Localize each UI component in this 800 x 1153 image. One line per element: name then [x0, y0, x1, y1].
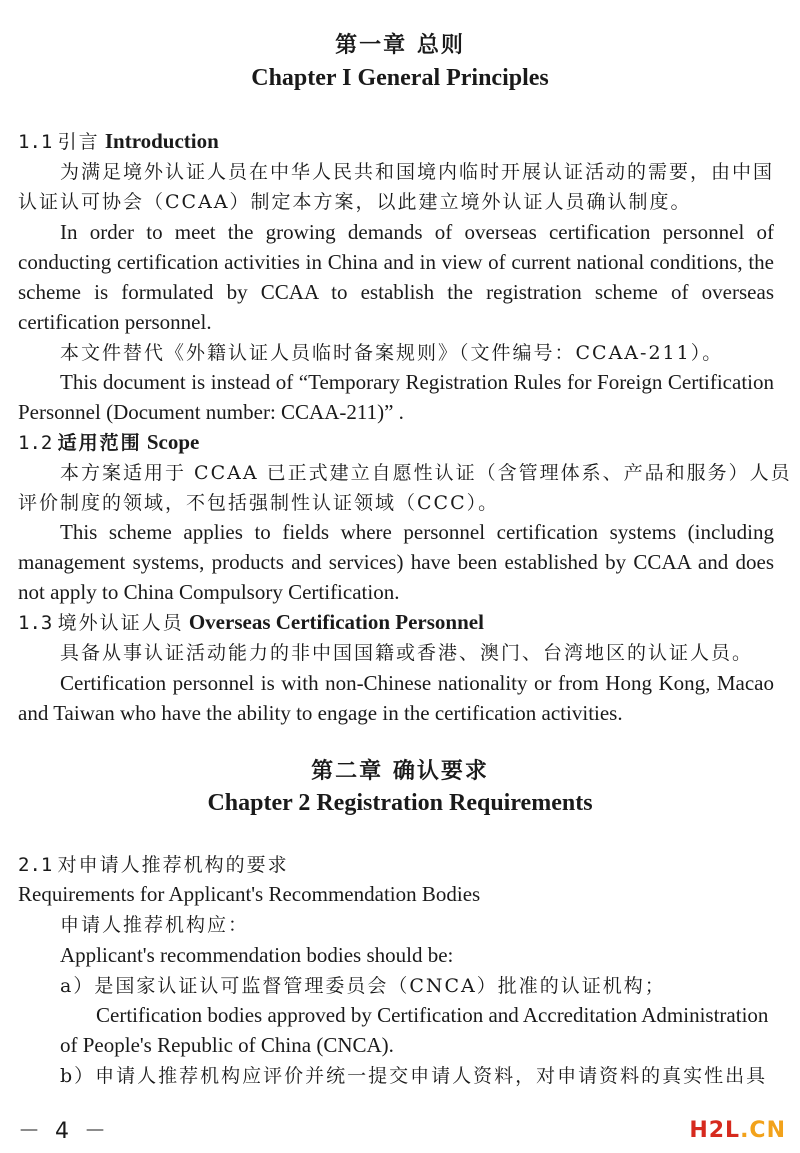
paragraph-en: Personnel (Document number: CCAA-211)” .: [18, 400, 404, 424]
paragraph-en: not apply to China Compulsory Certification.: [18, 580, 400, 604]
list-item-b: [60, 1061, 767, 1090]
paragraph-cn: 具备从事认证活动能力的非中国国籍或香港、澳门、台湾地区的认证人员。: [60, 642, 754, 664]
paragraph-en: of People's Republic of China (CNCA).: [60, 1033, 394, 1057]
list-label: b）: [60, 1065, 96, 1087]
paragraph-cn: 本文件替代《外籍认证人员临时备案规则》（文件编号：CCAA-211）。: [60, 342, 724, 364]
section-title-cn: 境外认证人员: [57, 612, 184, 634]
section-2-1-heading: [18, 850, 289, 879]
section-1-3-heading: [18, 608, 484, 637]
chapter1-title-cn: 第一章 总则: [335, 33, 465, 58]
list-text-cn: 是国家认证认可监督管理委员会（CNCA）批准的认证机构；: [94, 975, 666, 997]
section-1-1-heading: [18, 127, 219, 156]
paragraph-en: In order to meet the growing demands of overseas certification personnel of: [60, 220, 774, 244]
paragraph-en: and Taiwan who have the ability to engage in the certification activities.: [18, 701, 623, 725]
section-title-en: Introduction: [104, 129, 219, 153]
section-title-en: Overseas Certification Personnel: [188, 610, 484, 634]
list-item-a: [60, 971, 666, 1000]
watermark-part: H2L: [689, 1118, 741, 1143]
paragraph-en: certification personnel.: [18, 310, 212, 334]
section-title-cn: 适用范围: [57, 432, 142, 454]
paragraph-cn: 为满足境外认证人员在中华人民共和国境内临时开展认证活动的需要，由中国: [60, 161, 775, 183]
paragraph-en: Certification personnel is with non-Chinese nationality or from Hong Kong, Macao: [60, 671, 774, 695]
paragraph-en: Applicant's recommendation bodies should be:: [60, 943, 454, 967]
section-number: 1.2: [18, 432, 53, 454]
paragraph-cn: 申请人推荐机构应：: [60, 914, 250, 936]
paragraph-en: Certification bodies approved by Certification and Accreditation Administration: [96, 1003, 769, 1027]
page-number: － 4 －: [18, 1119, 110, 1144]
paragraph-cn: 本方案适用于 CCAA 已正式建立自愿性认证（含管理体系、产品和服务）人员: [60, 462, 792, 484]
section-title-cn: 对申请人推荐机构的要求: [57, 854, 289, 876]
paragraph-cn: 认证认可协会（CCAA）制定本方案，以此建立境外认证人员确认制度。: [18, 191, 692, 213]
paragraph-en: management systems, products and services) have been established by CCAA and does: [18, 550, 774, 574]
section-number: 2.1: [18, 854, 53, 876]
chapter2-title-cn: 第二章 确认要求: [311, 759, 489, 784]
paragraph-en: This document is instead of “Temporary Registration Rules for Foreign Certification: [60, 370, 774, 394]
section-number: 1.3: [18, 612, 53, 634]
section-title-en: Scope: [146, 430, 200, 454]
list-label: a）: [60, 975, 95, 997]
section-1-2-heading: [18, 428, 199, 457]
paragraph-cn: 评价制度的领域，不包括强制性认证领域（CCC）。: [18, 492, 500, 514]
chapter2-title-en: Chapter 2 Registration Requirements: [207, 790, 593, 816]
paragraph-en: This scheme applies to fields where personnel certification systems (including: [60, 520, 774, 544]
chapter1-title-en: Chapter I General Principles: [251, 65, 549, 91]
section-title-cn: 引言: [57, 131, 100, 153]
section-number: 1.1: [18, 131, 53, 153]
paragraph-en: conducting certification activities in China and in view of current national conditions, the: [18, 250, 774, 274]
watermark-logo: [689, 1118, 786, 1143]
watermark-part: .CN: [740, 1118, 786, 1143]
paragraph-en: scheme is formulated by CCAA to establish the registration scheme of overseas: [18, 280, 774, 304]
list-text-cn: 申请人推荐机构应评价并统一提交申请人资料，对申请资料的真实性出具: [95, 1065, 768, 1087]
section-title-en: Requirements for Applicant's Recommendation Bodies: [18, 882, 481, 906]
